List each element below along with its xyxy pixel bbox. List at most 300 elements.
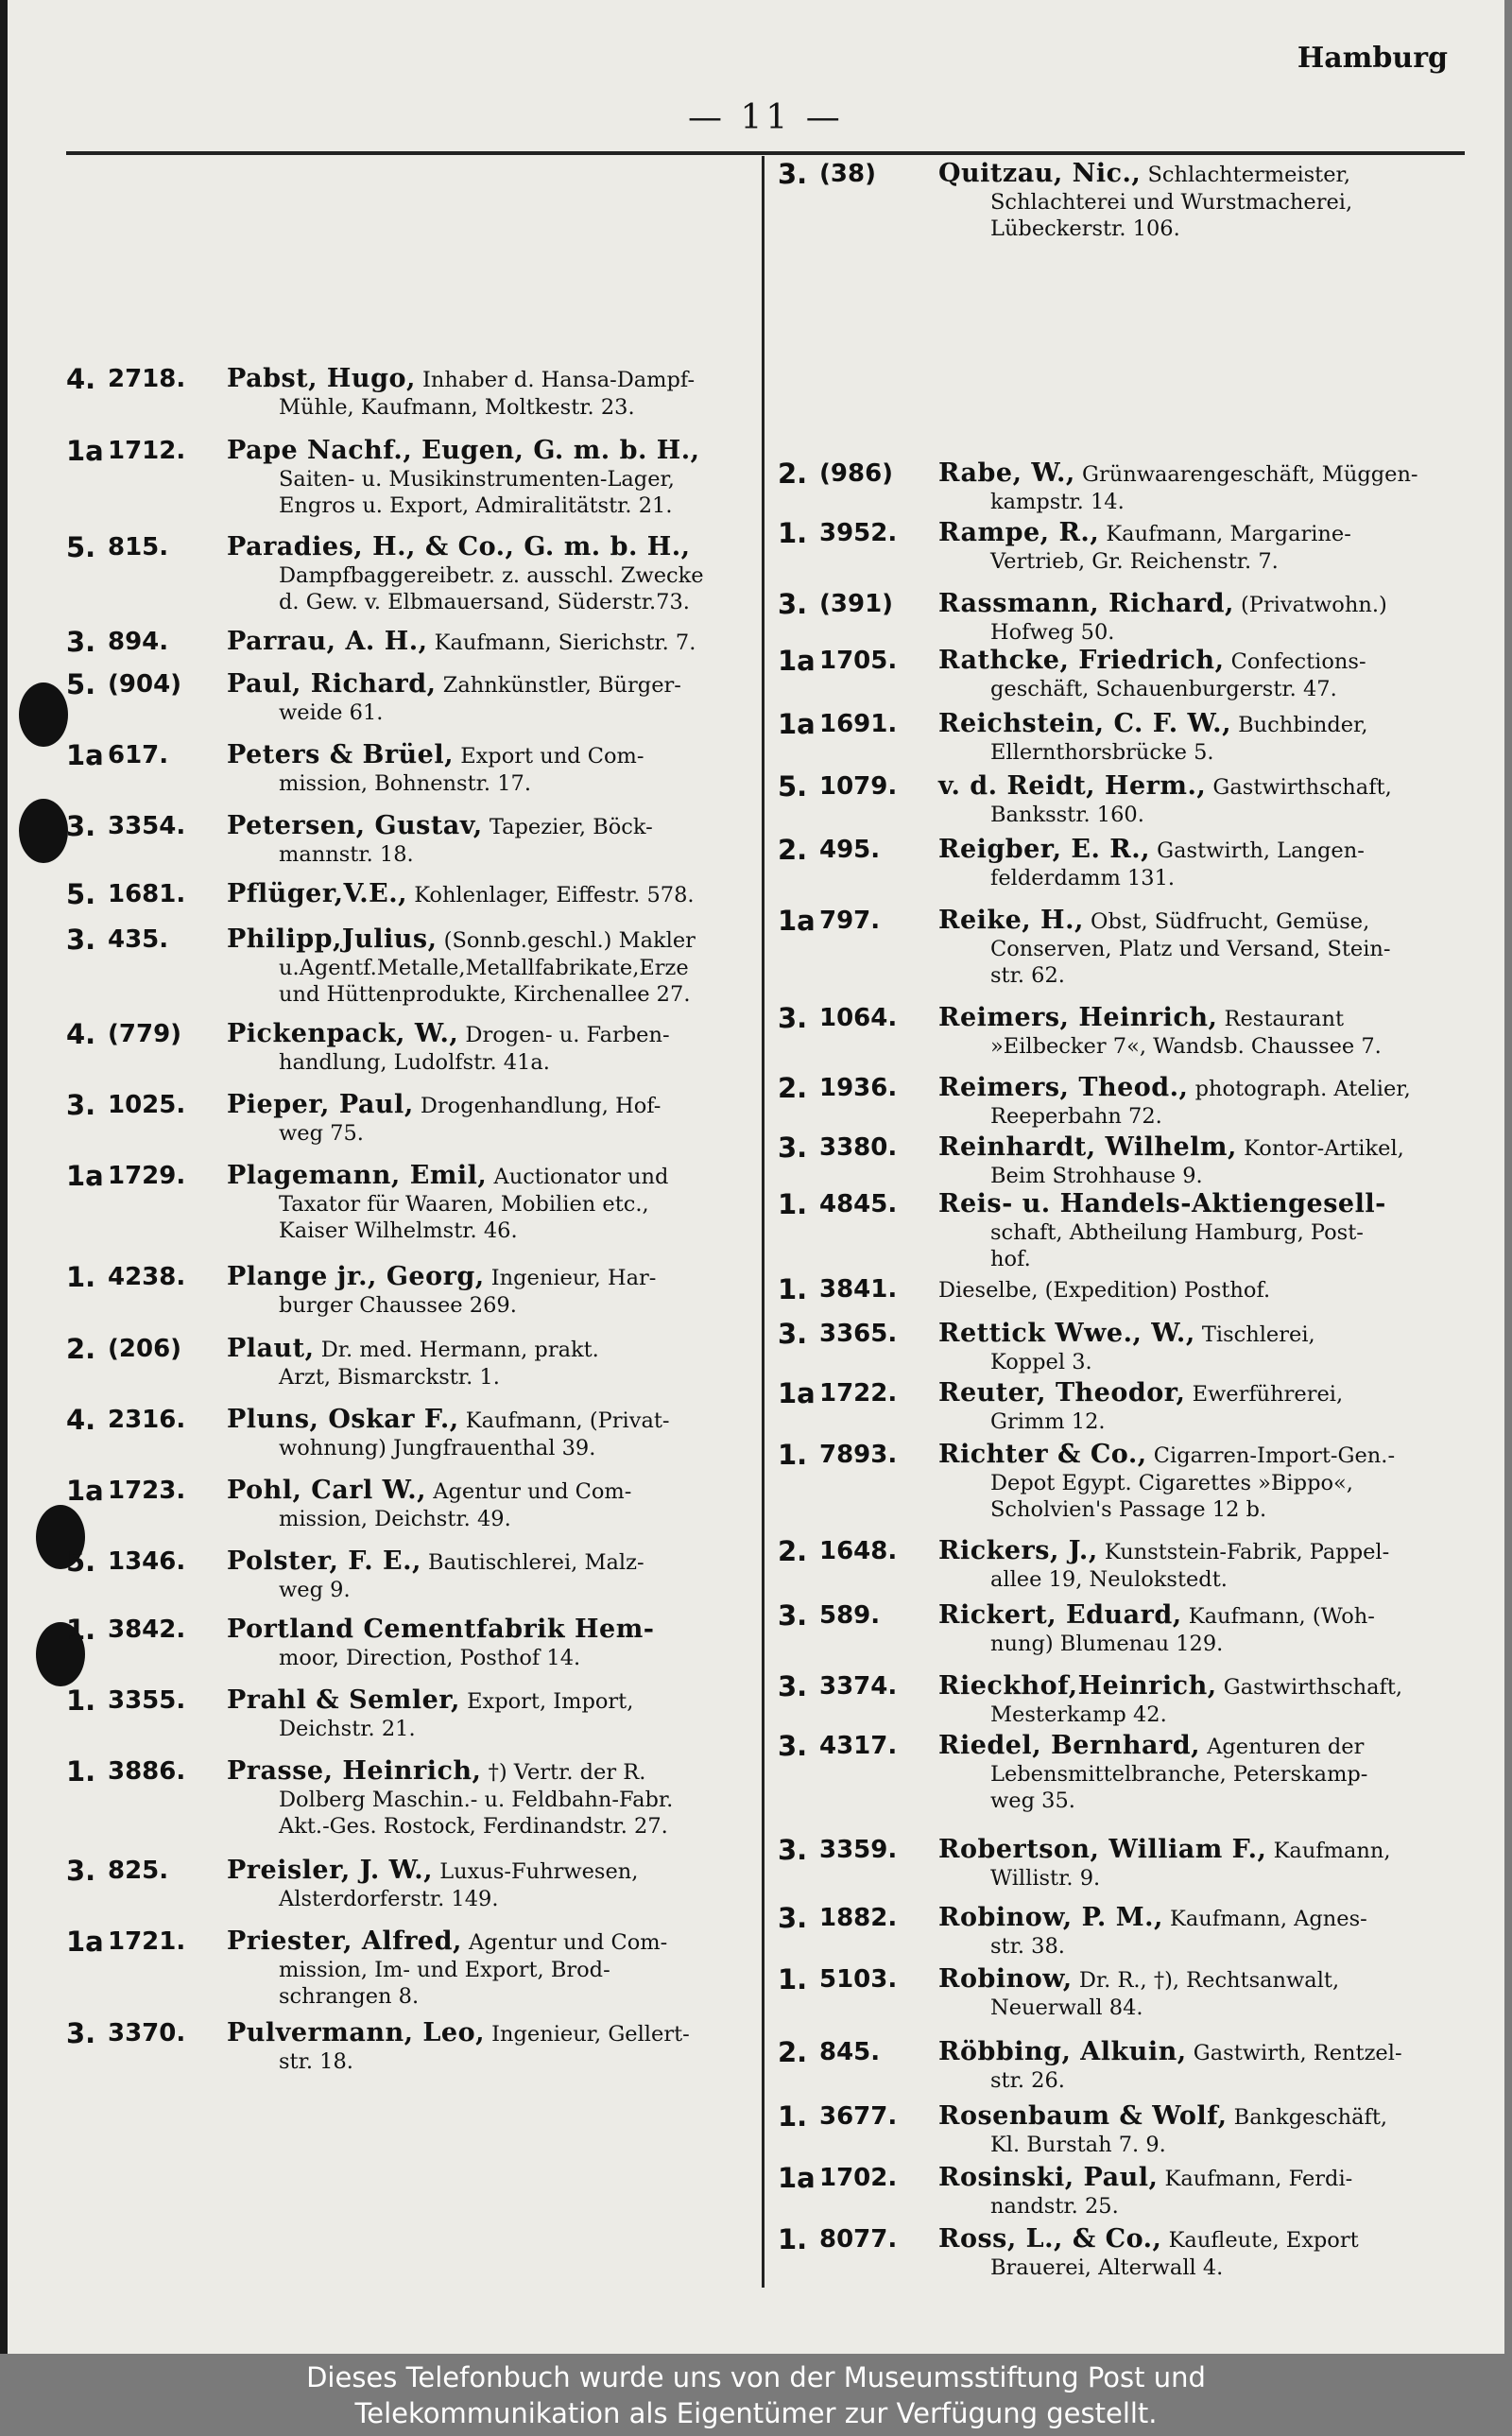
exchange-code: 1.: [66, 1614, 96, 1646]
subscriber-name: Robinow,: [938, 1964, 1073, 1994]
subscriber-name: Paradies, H., & Co., G. m. b. H.,: [227, 532, 691, 561]
entry-first-line: [227, 1477, 761, 1505]
entry-continuation-line: Lebensmittelbranche, Peterskamp-: [990, 1762, 1368, 1787]
entry-first-line: [227, 1021, 761, 1048]
subscriber-name: Robertson, William F.,: [938, 1835, 1267, 1864]
entry-continuation-line: d. Gew. v. Elbmauersand, Süderstr.73.: [279, 590, 690, 614]
phone-number: (986): [819, 459, 894, 488]
subscriber-details: photograph. Atelier,: [1194, 1077, 1411, 1101]
entry-first-line: [938, 1733, 1482, 1760]
entry-first-line: [938, 520, 1482, 547]
phone-number: 3355.: [108, 1686, 186, 1715]
subscriber-name: Reike, H.,: [938, 906, 1084, 935]
subscriber-details: Export und Com-: [460, 744, 644, 769]
subscriber-name: Pflüger,V.E.,: [227, 879, 408, 908]
entry-continuation-line: moor, Direction, Posthof 14.: [279, 1646, 581, 1670]
subscriber-details: Kunststein-Fabrik, Pappel-: [1104, 1540, 1390, 1564]
exchange-code: 1.: [778, 2223, 808, 2255]
subscriber-details: Luxus-Fuhrwesen,: [439, 1859, 639, 1884]
subscriber-details: Schlachtermeister,: [1147, 163, 1350, 187]
subscriber-name: Reinhardt, Wilhelm,: [938, 1132, 1237, 1162]
entry-continuation-line: geschäft, Schauenburgerstr. 47.: [990, 677, 1337, 701]
entry-first-line: [938, 1673, 1482, 1701]
footer: [0, 2354, 1512, 2436]
subscriber-details: Kaufmann,: [1273, 1839, 1391, 1863]
exchange-code: 1.: [66, 1684, 96, 1717]
subscriber-details: Kontor-Artikel,: [1244, 1136, 1404, 1161]
subscriber-details: Ingenieur, Gellert-: [491, 2022, 690, 2047]
exchange-code: 3.: [778, 1132, 808, 1164]
entry-first-line: [938, 1191, 1482, 1218]
subscriber-details: Gastwirth, Langen-: [1157, 838, 1365, 863]
exchange-code: 1.: [778, 517, 808, 549]
entry-continuation-line: Ellernthorsbrücke 5.: [990, 740, 1214, 765]
entry-continuation-line: allee 19, Neulokstedt.: [990, 1567, 1228, 1592]
subscriber-name: Riedel, Bernhard,: [938, 1731, 1200, 1760]
entry-continuation-line: Kl. Burstah 7. 9.: [990, 2133, 1166, 2157]
phone-number: 5103.: [819, 1965, 898, 1994]
subscriber-name: v. d. Reidt, Herm.,: [938, 771, 1207, 801]
entry-continuation-line: str. 26.: [990, 2068, 1065, 2093]
header-city: Hamburg: [1297, 42, 1448, 75]
column-divider: [762, 156, 765, 2288]
exchange-code: 1.: [778, 2100, 808, 2133]
subscriber-details: Kohlenlager, Eiffestr. 578.: [414, 883, 695, 907]
entry-continuation-line: Mühle, Kaufmann, Moltkestr. 23.: [279, 395, 635, 420]
phone-number: 435.: [108, 925, 169, 954]
phone-number: 3365.: [819, 1320, 898, 1348]
entry-first-line: [227, 1336, 761, 1363]
subscriber-details: †) Vertr. der R.: [488, 1760, 646, 1785]
subscriber-details: Obst, Südfrucht, Gemüse,: [1091, 909, 1370, 934]
subscriber-details: Cigarren-Import-Gen.-: [1153, 1443, 1396, 1468]
entry-first-line: [227, 1092, 761, 1119]
subscriber-details: Tischlerei,: [1201, 1322, 1315, 1347]
phone-number: 1723.: [108, 1477, 186, 1505]
entry-first-line: [938, 2165, 1482, 2192]
entry-continuation-line: Dampfbaggereibetr. z. ausschl. Zwecke: [279, 563, 704, 588]
entry-continuation-line: Arzt, Bismarckstr. 1.: [279, 1365, 500, 1390]
entry-first-line: [227, 1687, 761, 1715]
subscriber-name: Pluns, Oskar F.,: [227, 1405, 459, 1434]
entry-first-line: [938, 1905, 1482, 1932]
exchange-code: 2.: [778, 2036, 808, 2068]
subscriber-name: Rosenbaum & Wolf,: [938, 2101, 1228, 2131]
entry-continuation-line: Dolberg Maschin.- u. Feldbahn-Fabr.: [279, 1788, 674, 1812]
subscriber-name: Petersen, Gustav,: [227, 811, 483, 840]
subscriber-details: Tapezier, Böck-: [489, 815, 653, 839]
phone-number: 815.: [108, 533, 169, 561]
phone-number: 3359.: [819, 1836, 898, 1864]
entry-continuation-line: kampstr. 14.: [990, 490, 1125, 514]
exchange-code: 3.: [778, 1834, 808, 1866]
exchange-code: 3.: [778, 1730, 808, 1762]
phone-number: 3380.: [819, 1133, 898, 1162]
entry-continuation-line: Hofweg 50.: [990, 620, 1115, 645]
binding-strip: [0, 0, 8, 2354]
phone-number: 2718.: [108, 365, 186, 393]
exchange-code: 1.: [66, 1755, 96, 1788]
subscriber-name: Röbbing, Alkuin,: [938, 2037, 1187, 2066]
entry-continuation-line: Deichstr. 21.: [279, 1717, 416, 1741]
subscriber-details: Gastwirth, Rentzel-: [1193, 2041, 1402, 2065]
subscriber-name: Rabe, W.,: [938, 458, 1075, 488]
entry-continuation-line: str. 62.: [990, 963, 1065, 988]
subscriber-name: Priester, Alfred,: [227, 1926, 462, 1956]
phone-number: 1025.: [108, 1091, 186, 1119]
entry-continuation-line: weide 61.: [279, 700, 384, 725]
subscriber-details: Kaufmann, Agnes-: [1170, 1907, 1367, 1931]
entry-first-line: [938, 837, 1482, 864]
entry-first-line: [938, 1005, 1482, 1032]
entry-continuation-line: Willistr. 9.: [990, 1866, 1101, 1891]
exchange-code: 5.: [66, 878, 96, 910]
exchange-code: 3.: [778, 1902, 808, 1934]
page-number: — 11 —: [688, 98, 844, 137]
subscriber-name: Reigber, E. R.,: [938, 835, 1150, 864]
entry-first-line: [227, 1264, 761, 1291]
subscriber-details: Bautischlerei, Malz-: [428, 1550, 644, 1575]
exchange-code: 3.: [778, 1599, 808, 1632]
subscriber-name: Rassmann, Richard,: [938, 589, 1234, 618]
entry-continuation-line: Saiten- u. Musikinstrumenten-Lager,: [279, 467, 675, 492]
entry-first-line: [227, 438, 761, 465]
entry-first-line: [227, 1616, 761, 1644]
entry-continuation-line: Schlachterei und Wurstmacherei,: [990, 190, 1353, 215]
phone-number: 1722.: [819, 1379, 898, 1408]
phone-number: 495.: [819, 836, 881, 864]
subscriber-details: Dr. R., †), Rechtsanwalt,: [1078, 1968, 1340, 1993]
subscriber-details: Restaurant: [1224, 1007, 1344, 1031]
subscriber-name: Philipp,Julius,: [227, 924, 438, 954]
exchange-code: 5.: [778, 770, 808, 803]
subscriber-details: Export, Import,: [467, 1689, 634, 1714]
subscriber-details: Ingenieur, Har-: [490, 1266, 657, 1290]
phone-number: 3677.: [819, 2102, 898, 2131]
entry-continuation-line: schrangen 8.: [279, 1984, 420, 2009]
entry-first-line: [227, 2020, 761, 2047]
subscriber-name: Pohl, Carl W.,: [227, 1476, 427, 1505]
subscriber-name: Rettick Wwe., W.,: [938, 1319, 1195, 1348]
phone-number: 1064.: [819, 1004, 898, 1032]
exchange-code: 3.: [778, 1002, 808, 1034]
entry-first-line: [227, 534, 761, 561]
phone-number: (38): [819, 160, 876, 188]
phone-number: 2316.: [108, 1406, 186, 1434]
entry-continuation-line: Vertrieb, Gr. Reichenstr. 7.: [990, 549, 1279, 574]
exchange-code: 5.: [66, 531, 96, 563]
entry-first-line: [938, 161, 1482, 188]
phone-number: 3952.: [819, 519, 898, 547]
phone-number: 7893.: [819, 1441, 898, 1469]
phone-number: 617.: [108, 741, 169, 769]
subscriber-name: Ross, L., & Co.,: [938, 2224, 1162, 2254]
exchange-code: 1a: [66, 1926, 104, 1958]
exchange-code: 1a: [778, 2162, 816, 2194]
exchange-code: 2.: [778, 834, 808, 866]
exchange-code: 1a: [778, 905, 816, 937]
entry-continuation-line: mission, Deichstr. 49.: [279, 1507, 511, 1531]
entry-continuation-line: Mesterkamp 42.: [990, 1702, 1167, 1727]
subscriber-details: Agentur und Com-: [469, 1930, 668, 1955]
exchange-code: 1.: [778, 1188, 808, 1220]
phone-number: 1705.: [819, 647, 898, 675]
subscriber-details: (Privatwohn.): [1241, 593, 1387, 617]
subscriber-name: Portland Cementfabrik Hem-: [227, 1615, 655, 1644]
subscriber-name: Richter & Co.,: [938, 1440, 1147, 1469]
entry-first-line: [938, 2039, 1482, 2066]
entry-continuation-line: Akt.-Ges. Rostock, Ferdinandstr. 27.: [279, 1814, 668, 1839]
subscriber-details: Buchbinder,: [1238, 713, 1368, 737]
entry-first-line: [938, 711, 1482, 738]
exchange-code: 1a: [66, 1475, 104, 1507]
entry-first-line: [938, 773, 1482, 801]
subscriber-details: Bankgeschäft,: [1233, 2105, 1388, 2130]
exchange-code: 3.: [66, 1089, 96, 1121]
phone-number: 797.: [819, 907, 881, 935]
phone-number: 1691.: [819, 710, 898, 738]
subscriber-details: Kaufmann, (Privat-: [465, 1408, 670, 1433]
subscriber-details: Drogen- u. Farben-: [465, 1023, 670, 1047]
entry-first-line: [938, 648, 1482, 675]
entry-first-line: [227, 629, 761, 656]
footer-line-2: Telekommunikation als Eigentümer zur Verfügung gestellt.: [354, 2397, 1158, 2429]
subscriber-name: Paul, Richard,: [227, 669, 437, 699]
exchange-code: 2.: [66, 1333, 96, 1365]
entry-continuation-line: weg 75.: [279, 1121, 364, 1146]
subscriber-name: Rosinski, Paul,: [938, 2163, 1159, 2192]
subscriber-details: Agenturen der: [1207, 1735, 1365, 1759]
entry-continuation-line: mission, Bohnenstr. 17.: [279, 771, 531, 796]
entry-continuation-line: nung) Blumenau 129.: [990, 1632, 1224, 1656]
exchange-code: 3.: [778, 158, 808, 190]
entry-continuation-line: weg 9.: [279, 1578, 351, 1602]
subscriber-details: Kaufmann, Margarine-: [1106, 522, 1351, 546]
phone-number: 1079.: [819, 772, 898, 801]
entry-continuation-line: hof.: [990, 1247, 1031, 1271]
subscriber-details: Kaufleute, Export: [1168, 2228, 1359, 2253]
subscriber-details: Gastwirthschaft,: [1212, 775, 1392, 800]
entry-first-line: [227, 1857, 761, 1885]
phone-number: 3841.: [819, 1275, 898, 1304]
phone-number: (206): [108, 1335, 182, 1363]
punch-hole: [19, 799, 68, 863]
entry-continuation-line: Koppel 3.: [990, 1350, 1092, 1374]
entry-continuation-line: mission, Im- und Export, Brod-: [279, 1958, 610, 1982]
entry-continuation-line: Reeperbahn 72.: [990, 1104, 1162, 1129]
phone-number: 3354.: [108, 812, 186, 840]
subscriber-name: Pulvermann, Leo,: [227, 2018, 485, 2047]
subscriber-name: Preisler, J. W.,: [227, 1856, 434, 1885]
entry-first-line: [227, 926, 761, 954]
subscriber-name: Peters & Brüel,: [227, 740, 455, 769]
entry-first-line: [227, 1758, 761, 1786]
subscriber-details: Kaufmann, Sierichstr. 7.: [434, 631, 696, 655]
phone-number: 1936.: [819, 1074, 898, 1102]
entry-first-line: [227, 671, 761, 699]
phone-number: 3370.: [108, 2019, 186, 2047]
entry-continuation-line: und Hüttenprodukte, Kirchenallee 27.: [279, 982, 691, 1007]
exchange-code: 4.: [66, 1404, 96, 1436]
entry-continuation-line: Kaiser Wilhelmstr. 46.: [279, 1218, 518, 1243]
subscriber-details: Ewerführerei,: [1192, 1382, 1344, 1407]
subscriber-details: Drogenhandlung, Hof-: [420, 1094, 662, 1118]
entry-first-line: [938, 1538, 1482, 1565]
phone-number: 3374.: [819, 1672, 898, 1701]
subscriber-name: Pabst, Hugo,: [227, 364, 416, 393]
subscriber-details: Dr. med. Hermann, prakt.: [320, 1338, 599, 1362]
subscriber-name: Parrau, A. H.,: [227, 627, 428, 656]
punch-hole: [19, 682, 68, 747]
directory-page: [8, 0, 1504, 2354]
entry-continuation-line: Alsterdorferstr. 149.: [279, 1887, 499, 1911]
exchange-code: 1.: [778, 1439, 808, 1471]
exchange-code: 5.: [66, 1546, 96, 1578]
subscriber-name: Plaut,: [227, 1334, 315, 1363]
entry-first-line: [938, 1442, 1482, 1469]
exchange-code: 1.: [778, 1963, 808, 1995]
entry-first-line: [227, 1163, 761, 1190]
entry-continuation-line: handlung, Ludolfstr. 41a.: [279, 1050, 550, 1075]
phone-number: 1729.: [108, 1162, 186, 1190]
subscriber-name: Pieper, Paul,: [227, 1090, 414, 1119]
entry-continuation-line: schaft, Abtheilung Hamburg, Post-: [990, 1220, 1364, 1245]
entry-continuation-line: wohnung) Jungfrauenthal 39.: [279, 1436, 596, 1460]
subscriber-name: Robinow, P. M.,: [938, 1903, 1163, 1932]
entry-first-line: [938, 2103, 1482, 2131]
phone-number: 4845.: [819, 1190, 898, 1218]
subscriber-name: Rieckhof,Heinrich,: [938, 1671, 1217, 1701]
exchange-code: 1.: [778, 1273, 808, 1305]
entry-continuation-line: Conserven, Platz und Versand, Stein-: [990, 937, 1391, 961]
subscriber-details: Kaufmann, Ferdi-: [1164, 2167, 1353, 2191]
phone-number: 1648.: [819, 1537, 898, 1565]
subscriber-details: (Sonnb.geschl.) Makler: [443, 928, 696, 953]
subscriber-details: Gastwirthschaft,: [1223, 1675, 1403, 1700]
exchange-code: 1a: [778, 645, 816, 677]
subscriber-details: Zahnkünstler, Bürger-: [442, 673, 681, 698]
phone-number: 3886.: [108, 1757, 186, 1786]
entry-first-line: [227, 1548, 761, 1576]
entry-first-line: [938, 460, 1482, 488]
phone-number: (904): [108, 670, 182, 699]
exchange-code: 1.: [66, 1261, 96, 1293]
exchange-code: 4.: [66, 363, 96, 395]
phone-number: 589.: [819, 1601, 881, 1630]
subscriber-details: Agentur und Com-: [433, 1479, 632, 1504]
entry-first-line: [938, 1966, 1482, 1994]
subscriber-name: Rampe, R.,: [938, 518, 1100, 547]
subscriber-details: Auctionator und: [493, 1165, 669, 1189]
phone-number: 1681.: [108, 880, 186, 908]
entry-continuation-line: mannstr. 18.: [279, 842, 414, 867]
header-rule: [66, 151, 1465, 155]
subscriber-name: Reimers, Heinrich,: [938, 1003, 1218, 1032]
entry-first-line: [938, 1380, 1482, 1408]
exchange-code: 3.: [66, 924, 96, 956]
exchange-code: 3.: [66, 2017, 96, 2049]
subscriber-name: Rathcke, Friedrich,: [938, 646, 1225, 675]
entry-continuation-line: Scholvien's Passage 12 b.: [990, 1497, 1267, 1522]
exchange-code: 2.: [778, 1072, 808, 1104]
exchange-code: 3.: [778, 588, 808, 620]
entry-first-line: [227, 742, 761, 769]
exchange-code: 1a: [66, 739, 104, 771]
entry-continuation-line: burger Chaussee 269.: [279, 1293, 517, 1318]
phone-number: 1346.: [108, 1547, 186, 1576]
entry-first-line: [938, 2226, 1482, 2254]
phone-number: 4317.: [819, 1732, 898, 1760]
subscriber-name: Plagemann, Emil,: [227, 1161, 488, 1190]
entry-continuation-line: Banksstr. 160.: [990, 803, 1144, 827]
exchange-code: 4.: [66, 1018, 96, 1050]
exchange-code: 3.: [66, 626, 96, 658]
phone-number: 1721.: [108, 1927, 186, 1956]
exchange-code: 1a: [778, 1377, 816, 1409]
exchange-code: 3.: [778, 1318, 808, 1350]
entry-continuation-line: Grimm 12.: [990, 1409, 1106, 1434]
entry-first-line: [938, 1602, 1482, 1630]
phone-number: (391): [819, 590, 894, 618]
phone-number: 8077.: [819, 2225, 898, 2254]
entry-continuation-line: Beim Strohhause 9.: [990, 1164, 1203, 1188]
entry-first-line: [938, 591, 1482, 618]
entry-continuation-line: Brauerei, Alterwall 4.: [990, 2255, 1224, 2280]
subscriber-name: Reichstein, C. F. W.,: [938, 709, 1231, 738]
entry-first-line: [938, 907, 1482, 935]
subscriber-details: Grünwaarengeschäft, Müggen-: [1081, 462, 1418, 487]
footer-line-1: Dieses Telefonbuch wurde uns von der Museumsstiftung Post und: [306, 2361, 1206, 2393]
subscriber-name: Prasse, Heinrich,: [227, 1756, 482, 1786]
subscriber-name: Pickenpack, W.,: [227, 1019, 459, 1048]
entry-first-line: [227, 1928, 761, 1956]
entry-first-line: [938, 1276, 1482, 1304]
subscriber-name: Reuter, Theodor,: [938, 1378, 1186, 1408]
subscriber-details: Confections-: [1230, 649, 1366, 674]
entry-continuation-line: Engros u. Export, Admiralitätstr. 21.: [279, 493, 673, 518]
entry-first-line: [938, 1075, 1482, 1102]
exchange-code: 1a: [778, 708, 816, 740]
entry-first-line: [227, 1407, 761, 1434]
subscriber-name: Pape Nachf., Eugen, G. m. b. H.,: [227, 436, 700, 465]
entry-continuation-line: Depot Egypt. Cigarettes »Bippo«,: [990, 1471, 1353, 1495]
phone-number: 825.: [108, 1857, 169, 1885]
exchange-code: 3.: [778, 1670, 808, 1702]
phone-number: 3842.: [108, 1615, 186, 1644]
phone-number: 894.: [108, 628, 169, 656]
subscriber-name: Polster, F. E.,: [227, 1546, 421, 1576]
subscriber-details: Dieselbe, (Expedition) Posthof.: [938, 1278, 1271, 1303]
entry-first-line: [938, 1134, 1482, 1162]
exchange-code: 2.: [778, 1535, 808, 1567]
subscriber-name: Prahl & Semler,: [227, 1685, 460, 1715]
subscriber-name: Reimers, Theod.,: [938, 1073, 1189, 1102]
exchange-code: 5.: [66, 668, 96, 700]
entry-continuation-line: nandstr. 25.: [990, 2194, 1119, 2219]
entry-continuation-line: Neuerwall 84.: [990, 1995, 1143, 2020]
subscriber-details: Inhaber d. Hansa-Dampf-: [422, 368, 696, 392]
exchange-code: 3.: [66, 1855, 96, 1887]
subscriber-name: Quitzau, Nic.,: [938, 159, 1142, 188]
subscriber-details: Kaufmann, (Woh-: [1188, 1604, 1375, 1629]
subscriber-name: Rickers, J.,: [938, 1536, 1098, 1565]
phone-number: 1702.: [819, 2164, 898, 2192]
entry-first-line: [227, 813, 761, 840]
phone-number: 1712.: [108, 437, 186, 465]
entry-first-line: [938, 1321, 1482, 1348]
entry-continuation-line: Lübeckerstr. 106.: [990, 216, 1180, 241]
entry-continuation-line: felderdamm 131.: [990, 866, 1176, 890]
